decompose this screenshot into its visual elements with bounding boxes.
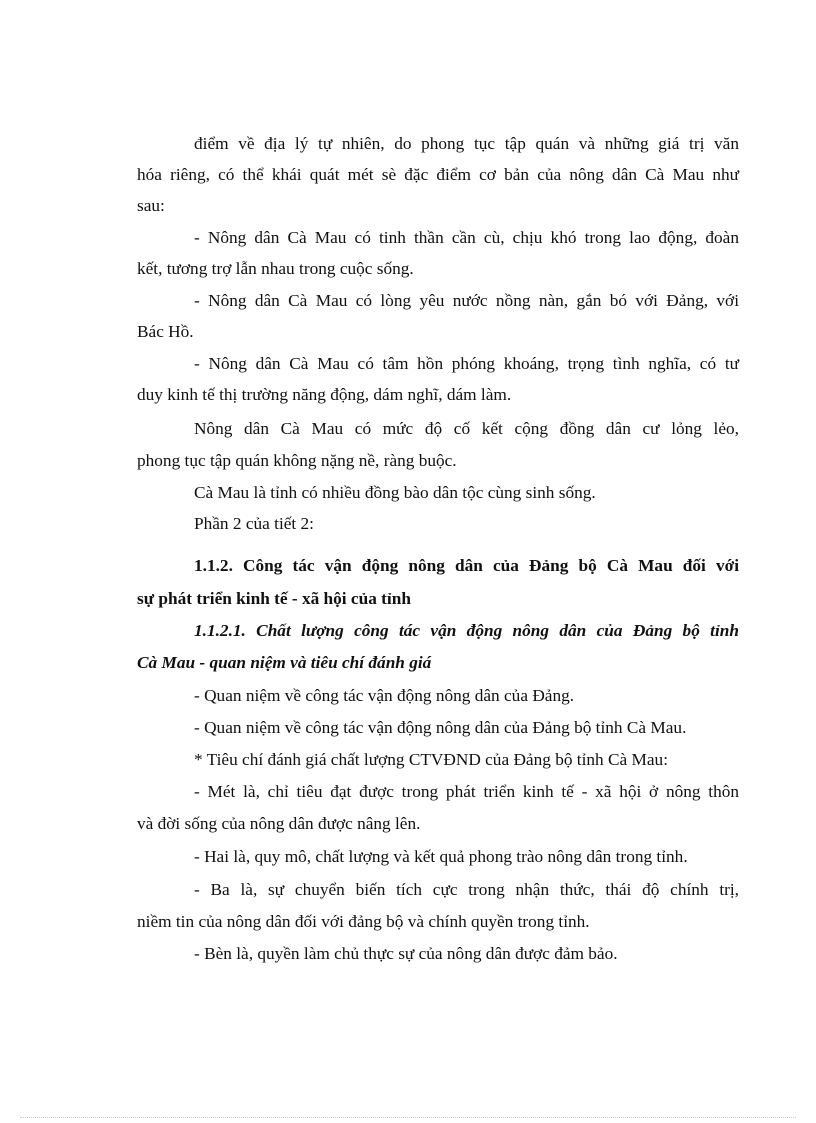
criterion-1b: và đời sống của nông dân được nâng lên. — [137, 814, 421, 833]
subsection-heading-line-2: Cà Mau - quan niệm và tiêu chí đánh giá — [137, 653, 432, 672]
concept-line-2: - Quan niệm về công tác vận động nông dân của Đảng bộ tỉnh Cà Mau. — [194, 718, 687, 737]
criterion-2: - Hai là, quy mô, chất lượng và kết quả phong trào nông dân trong tỉnh. — [194, 847, 688, 866]
section-note: Phần 2 của tiết 2: — [194, 514, 314, 533]
criteria-heading: * Tiêu chí đánh giá chất lượng CTVĐND của Đảng bộ tỉnh Cà Mau: — [194, 750, 668, 769]
paragraph-line-5: Cà Mau là tỉnh có nhiều đồng bào dân tộc cùng sinh sống. — [194, 483, 596, 502]
bullet-line-2b: Bác Hồ. — [137, 322, 194, 341]
criterion-3b: niềm tin của nông dân đối với đảng bộ và chính quyền trong tỉnh. — [137, 912, 590, 931]
criterion-3a: - Ba là, sự chuyển biến tích cực trong nhận thức, thái độ chính trị, — [194, 880, 739, 899]
section-heading-line-1: 1.1.2. Công tác vận động nông dân của Đảng bộ Cà Mau đối với — [194, 556, 739, 575]
concept-line-1: - Quan niệm về công tác vận động nông dân của Đảng. — [194, 686, 575, 705]
page-bottom-rule — [20, 1117, 796, 1118]
paragraph-line-4b: phong tục tập quán không nặng nề, ràng buộc. — [137, 451, 457, 470]
criterion-1a: - Mét là, chỉ tiêu đạt được trong phát triển kinh tế - xã hội ở nông thôn — [194, 782, 739, 801]
paragraph-line-1: điểm về địa lý tự nhiên, do phong tục tập quán và những giá trị văn — [194, 134, 739, 153]
bullet-line-1a: - Nông dân Cà Mau có tinh thần cần cù, chịu khó trong lao động, đoàn — [194, 228, 739, 247]
section-heading-line-2: sự phát triển kinh tế - xã hội của tỉnh — [137, 589, 411, 608]
bullet-line-3a: - Nông dân Cà Mau có tâm hồn phóng khoáng, trọng tình nghĩa, có tư — [194, 354, 739, 373]
criterion-4: - Bèn là, quyền làm chủ thực sự của nông dân được đảm bảo. — [194, 944, 618, 963]
bullet-line-2a: - Nông dân Cà Mau có lòng yêu nước nồng nàn, gắn bó với Đảng, với — [194, 291, 739, 310]
subsection-heading-line-1: 1.1.2.1. Chất lượng công tác vận động nông dân của Đảng bộ tỉnh — [194, 621, 739, 640]
bullet-line-3b: duy kinh tế thị trường năng động, dám nghĩ, dám làm. — [137, 385, 512, 404]
paragraph-line-4a: Nông dân Cà Mau có mức độ cố kết cộng đồng dân cư lỏng lẻo, — [194, 419, 739, 438]
paragraph-line-3: sau: — [137, 196, 165, 215]
paragraph-line-2: hóa riêng, có thể khái quát mét sè đặc điểm cơ bản của nông dân Cà Mau như — [137, 165, 739, 184]
bullet-line-1b: kết, tương trợ lẫn nhau trong cuộc sống. — [137, 259, 414, 278]
